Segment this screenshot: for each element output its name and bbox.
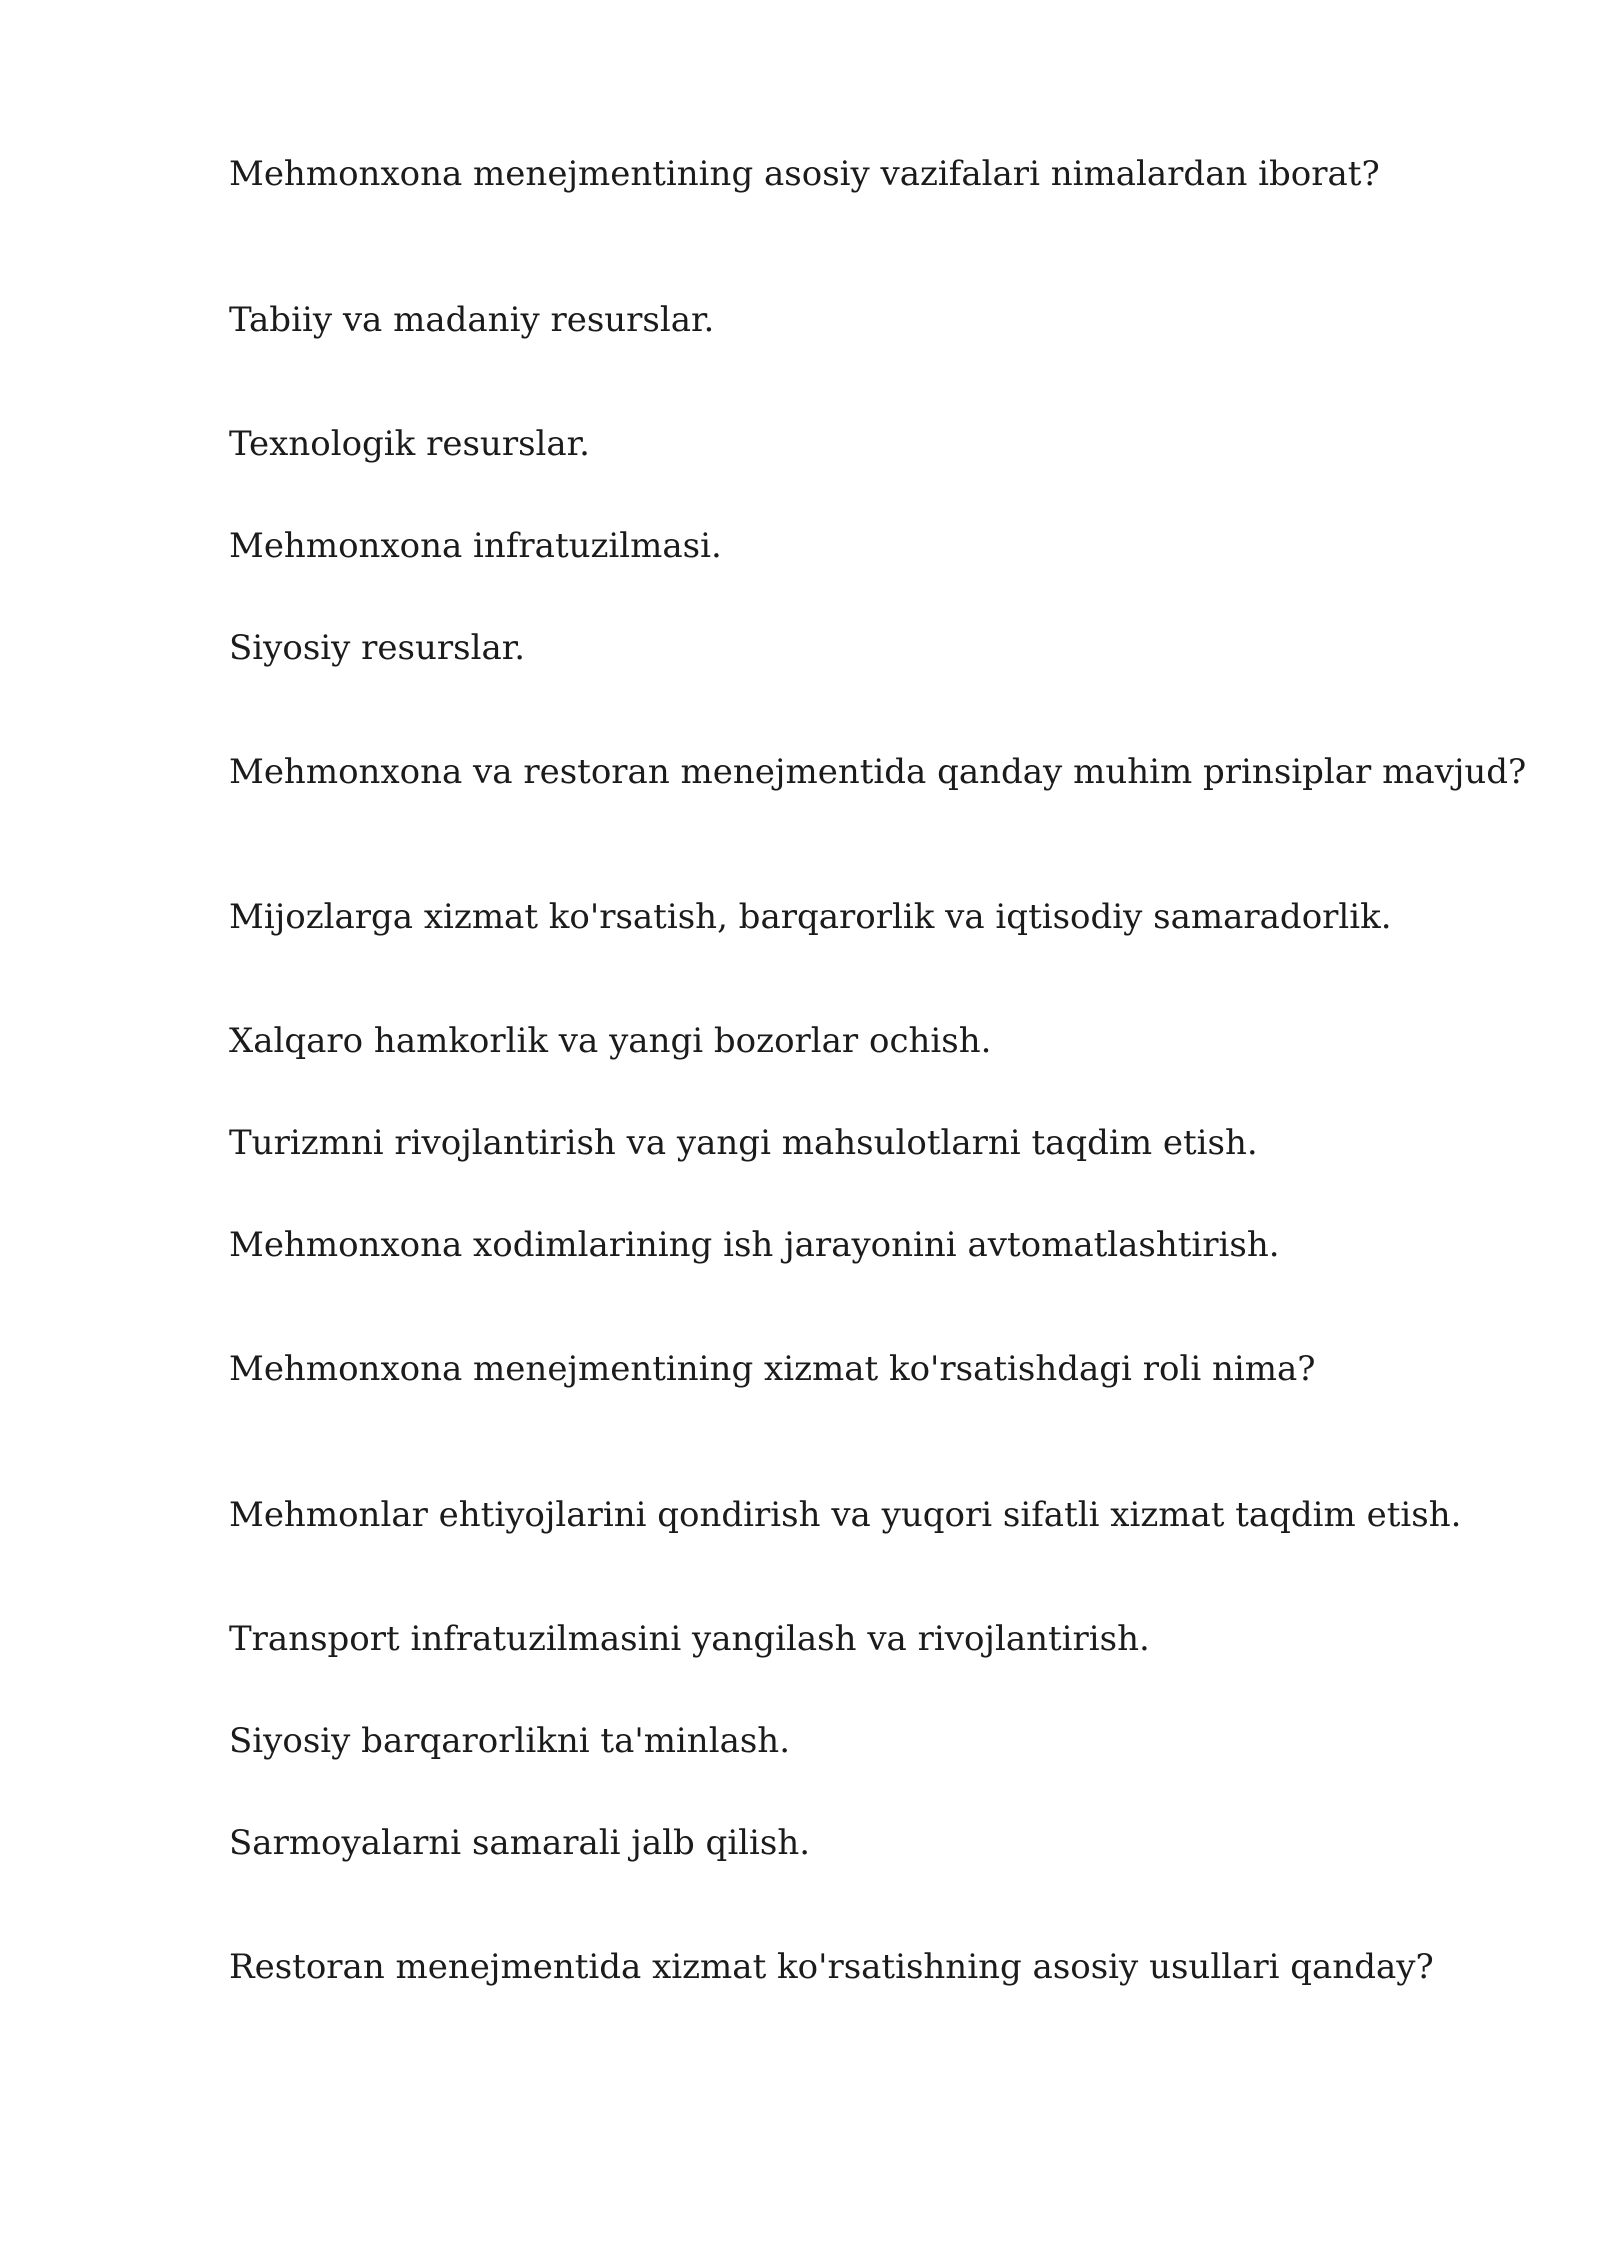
question-1-option-4: Siyosiy resurslar. — [229, 628, 526, 668]
question-3-option-4: Sarmoyalarni samarali jalb qilish. — [229, 1823, 811, 1863]
question-2-option-3: Turizmni rivojlantirish va yangi mahsulotlarni taqdim etish. — [229, 1123, 1258, 1163]
question-1-option-2: Texnologik resurslar. — [229, 424, 590, 464]
question-3: Mehmonxona menejmentining xizmat ko'rsatishdagi roli nima? — [229, 1349, 1316, 1389]
question-4: Restoran menejmentida xizmat ko'rsatishning asosiy usullari qanday? — [229, 1947, 1434, 1987]
question-1-option-1: Tabiiy va madaniy resurslar. — [229, 300, 715, 340]
question-1: Mehmonxona menejmentining asosiy vazifalari nimalardan iborat? — [229, 154, 1380, 194]
question-2-option-4: Mehmonxona xodimlarining ish jarayonini avtomatlashtirish. — [229, 1225, 1280, 1265]
question-3-option-3: Siyosiy barqarorlikni ta'minlash. — [229, 1721, 790, 1761]
question-3-option-1: Mehmonlar ehtiyojlarini qondirish va yuqori sifatli xizmat taqdim etish. — [229, 1495, 1462, 1535]
question-2: Mehmonxona va restoran menejmentida qanday muhim prinsiplar mavjud? — [229, 752, 1527, 792]
question-2-option-1: Mijozlarga xizmat ko'rsatish, barqarorlik va iqtisodiy samaradorlik. — [229, 897, 1392, 937]
question-1-option-3: Mehmonxona infratuzilmasi. — [229, 526, 722, 566]
question-2-option-2: Xalqaro hamkorlik va yangi bozorlar ochish. — [229, 1021, 992, 1061]
question-3-option-2: Transport infratuzilmasini yangilash va rivojlantirish. — [229, 1619, 1150, 1659]
